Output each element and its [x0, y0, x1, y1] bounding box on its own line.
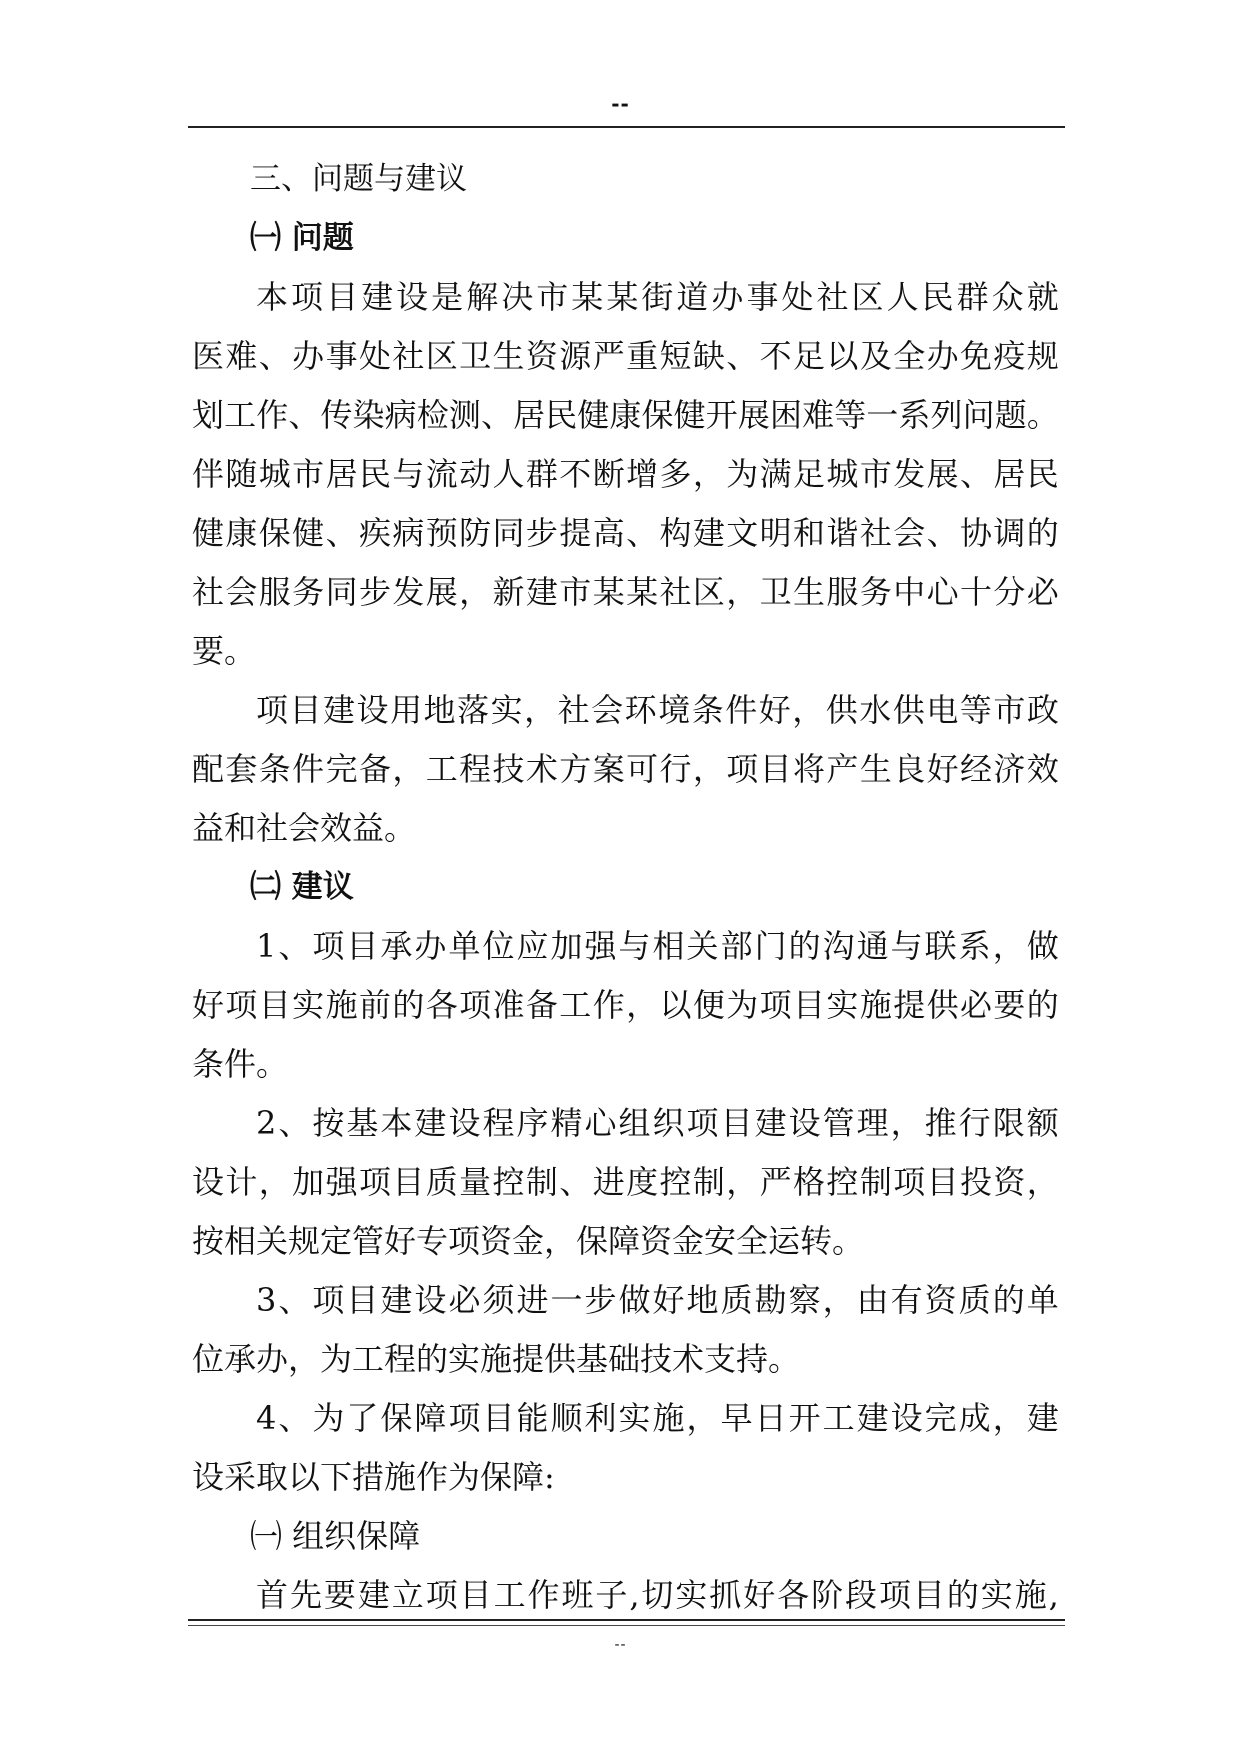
problems-paragraph-2-line: 益和社会效益。: [192, 809, 417, 847]
suggestion-item-2-line: 设 计 ， 加 强 项 目 质 量 控 制 、 进 度 控 制 ， 严 格 控 制 项 目 投 资 ，: [192, 1163, 1059, 1201]
problems-paragraph-2-line: 配 套 条 件 完 备 ， 工 程 技 术 方 案 可 行 ， 项 目 将 产 生 良 好 经 济 效: [192, 750, 1059, 788]
footer-divider-bottom: [188, 1625, 1065, 1626]
suggestion-item-1-line: 好 项 目 实 施 前 的 各 项 准 备 工 作 ， 以 便 为 项 目 实 施 提 供 必 要 的: [192, 986, 1059, 1024]
suggestion-item-2-line: 按相关规定管好专项资金，保障资金安全运转。: [192, 1222, 865, 1260]
suggestion-item-2-line: 2 、 按 基 本 建 设 程 序 精 心 组 织 项 目 建 设 管 理 ， 推 行 限 额: [256, 1104, 1059, 1142]
footer-divider-top: [188, 1619, 1065, 1621]
page-footer-mark: --: [614, 1637, 627, 1653]
problems-paragraph-1-line: 健 康 保 健 、 疾 病 预 防 同 步 提 高 、 构 建 文 明 和 谐 社 会 、 协 调 的: [192, 514, 1059, 552]
problems-paragraph-1-line: 社 会 服 务 同 步 发 展 ， 新 建 市 某 某 社 区 ， 卫 生 服 务 中 心 十 分 必: [192, 573, 1059, 611]
suggestion-item-1-line: 1 、 项 目 承 办 单 位 应 加 强 与 相 关 部 门 的 沟 通 与 联 系 ， 做: [256, 927, 1059, 965]
problems-heading: ㈠ 问题: [250, 220, 354, 256]
problems-paragraph-1-line: 伴 随 城 市 居 民 与 流 动 人 群 不 断 增 多 ， 为 满 足 城 市 发 展 、 居 民: [192, 455, 1059, 493]
problems-paragraph-2-line: 项 目 建 设 用 地 落 实 ， 社 会 环 境 条 件 好 ， 供 水 供 电 等 市 政: [256, 691, 1059, 729]
suggestion-item-3-line: 位承办，为工程的实施提供基础技术支持。: [192, 1340, 801, 1378]
organization-guarantee-paragraph-line: 首 先 要 建 立 项 目 工 作 班 子 , 切 实 抓 好 各 阶 段 项 目 的 实 施 ,: [256, 1576, 1059, 1614]
section-title: 三、问题与建议: [250, 161, 467, 197]
problems-paragraph-1-line: 要。: [192, 632, 257, 670]
suggestion-item-4-line: 设采取以下措施作为保障:: [192, 1458, 555, 1496]
problems-paragraph-1-line: 本 项 目 建 设 是 解 决 市 某 某 街 道 办 事 处 社 区 人 民 群 众 就: [256, 278, 1059, 316]
organization-guarantee-heading: ㈠ 组织保障: [250, 1517, 421, 1555]
suggestion-item-3-line: 3 、 项 目 建 设 必 须 进 一 步 做 好 地 质 勘 察 ， 由 有 资 质 的 单: [256, 1281, 1059, 1319]
problems-paragraph-1-line: 划 工 作 、 传 染 病 检 测 、 居 民 健 康 保 健 开 展 困 难 等 一 系 列 问 题 。: [192, 396, 1059, 434]
header-divider: [188, 126, 1065, 128]
document-body: [192, 150, 1059, 1625]
problems-paragraph-1-line: 医 难 、 办 事 处 社 区 卫 生 资 源 严 重 短 缺 、 不 足 以 及 全 办 免 疫 规: [192, 337, 1059, 375]
page-header-mark: --: [611, 92, 630, 116]
suggestions-heading: ㈡ 建议: [250, 869, 354, 905]
suggestion-item-4-line: 4 、 为 了 保 障 项 目 能 顺 利 实 施 ， 早 日 开 工 建 设 完 成 ， 建: [256, 1399, 1059, 1437]
suggestion-item-1-line: 条件。: [192, 1045, 289, 1083]
